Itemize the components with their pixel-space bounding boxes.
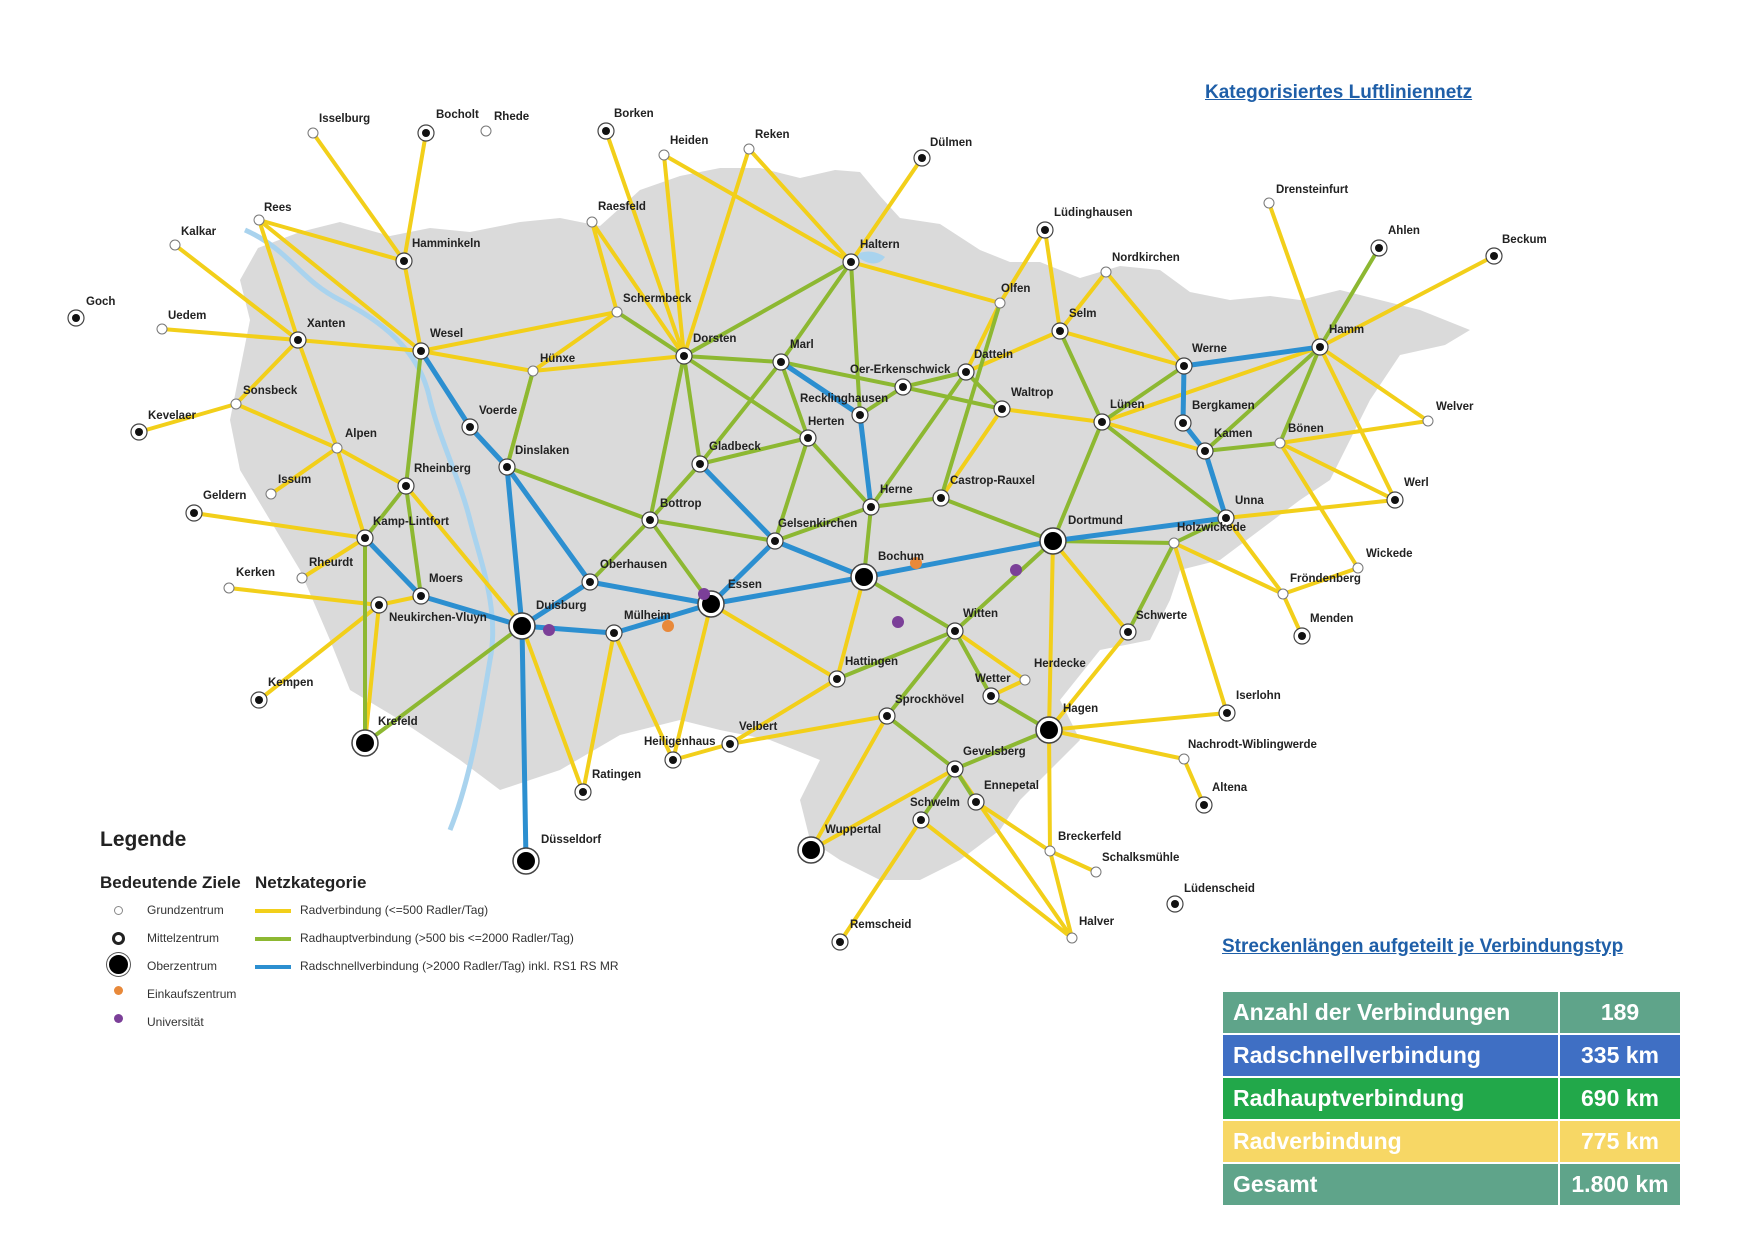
university-marker bbox=[543, 624, 555, 636]
city-marker-mittel bbox=[852, 407, 868, 423]
stats-value: 775 km bbox=[1559, 1120, 1681, 1163]
university-marker bbox=[1010, 564, 1022, 576]
stats-label: Radverbindung bbox=[1222, 1120, 1559, 1163]
city-marker-grund bbox=[1020, 675, 1030, 685]
city-label: Hamminkeln bbox=[412, 238, 481, 250]
city-marker-grund bbox=[587, 217, 597, 227]
city-label: Rees bbox=[264, 202, 292, 214]
city-label: Rheinberg bbox=[414, 463, 471, 475]
city-marker-ober bbox=[352, 730, 378, 756]
legend-rad-line bbox=[255, 909, 291, 913]
city-label: Iserlohn bbox=[1236, 690, 1281, 702]
legend-hpt-line bbox=[255, 937, 291, 941]
city-marker-mittel bbox=[767, 533, 783, 549]
city-label: Werl bbox=[1404, 477, 1429, 489]
city-label: Olfen bbox=[1001, 283, 1031, 295]
legend-netz-heading: Netzkategorie bbox=[255, 873, 367, 892]
city-label: Neukirchen-Vluyn bbox=[389, 612, 487, 624]
city-marker-mittel bbox=[863, 499, 879, 515]
city-label: Dinslaken bbox=[515, 445, 570, 457]
city-marker-mittel bbox=[773, 354, 789, 370]
legend-einkauf-marker bbox=[114, 986, 123, 995]
city-marker-mittel bbox=[843, 254, 859, 270]
city-marker-ober bbox=[509, 613, 535, 639]
city-label: Gevelsberg bbox=[963, 746, 1026, 758]
city-marker-mittel bbox=[371, 597, 387, 613]
city-marker-grund bbox=[224, 583, 234, 593]
city-marker-mittel bbox=[692, 456, 708, 472]
city-marker-mittel bbox=[1371, 240, 1387, 256]
city-label: Sonsbeck bbox=[243, 385, 298, 397]
city-marker-mittel bbox=[1197, 443, 1213, 459]
city-label: Kerken bbox=[236, 567, 275, 579]
city-marker-mittel bbox=[914, 150, 930, 166]
city-marker-grund bbox=[1169, 538, 1179, 548]
city-label: Ennepetal bbox=[984, 780, 1039, 792]
city-label: Issum bbox=[278, 474, 312, 486]
city-marker-mittel bbox=[722, 736, 738, 752]
city-label: Xanten bbox=[307, 318, 346, 330]
city-label: Unna bbox=[1235, 495, 1264, 507]
city-label: Essen bbox=[728, 579, 762, 591]
city-label: Selm bbox=[1069, 308, 1097, 320]
stats-value: 189 bbox=[1559, 991, 1681, 1034]
city-marker-mittel bbox=[413, 343, 429, 359]
city-marker-mittel bbox=[68, 310, 84, 326]
city-marker-grund bbox=[231, 399, 241, 409]
legend-grund-label: Grundzentrum bbox=[147, 903, 224, 917]
city-marker-mittel bbox=[186, 505, 202, 521]
stats-label: Gesamt bbox=[1222, 1163, 1559, 1206]
stats-table bbox=[1221, 990, 1682, 1207]
city-label: Oberhausen bbox=[600, 559, 668, 571]
city-label: Dorsten bbox=[693, 333, 737, 345]
city-marker-grund bbox=[1101, 267, 1111, 277]
city-label: Kamp-Lintfort bbox=[373, 516, 450, 528]
city-label: Kevelaer bbox=[148, 410, 196, 422]
city-marker-ober bbox=[1040, 528, 1066, 554]
city-marker-ober bbox=[798, 837, 824, 863]
city-marker-mittel bbox=[879, 708, 895, 724]
legend-mittel-label: Mittelzentrum bbox=[147, 931, 220, 945]
city-label: Heiden bbox=[670, 135, 709, 147]
city-label: Wesel bbox=[430, 328, 464, 340]
city-label: Bochum bbox=[878, 551, 924, 563]
city-label: Datteln bbox=[974, 349, 1013, 361]
city-marker-mittel bbox=[606, 625, 622, 641]
connection-rad bbox=[1049, 730, 1050, 851]
city-label: Alpen bbox=[345, 428, 377, 440]
city-marker-grund bbox=[332, 443, 342, 453]
connection-hpt bbox=[1053, 541, 1174, 543]
city-label: Krefeld bbox=[378, 716, 418, 728]
stats-value: 1.800 km bbox=[1559, 1163, 1681, 1206]
city-marker-mittel bbox=[958, 364, 974, 380]
legend-ober-label: Oberzentrum bbox=[147, 959, 218, 973]
legend-sch-line bbox=[255, 965, 291, 969]
city-marker-mittel bbox=[1312, 339, 1328, 355]
city-marker-mittel bbox=[575, 784, 591, 800]
city-label: Gladbeck bbox=[709, 441, 761, 453]
connection-rad bbox=[1050, 851, 1096, 872]
city-label: Wetter bbox=[975, 673, 1011, 685]
city-marker-mittel bbox=[1175, 415, 1191, 431]
city-marker-mittel bbox=[1167, 896, 1183, 912]
stats-row bbox=[1222, 991, 1681, 1034]
city-marker-grund bbox=[297, 573, 307, 583]
city-label: Wickede bbox=[1366, 548, 1413, 560]
city-marker-grund bbox=[1264, 198, 1274, 208]
city-label: Bergkamen bbox=[1192, 400, 1255, 412]
city-label: Ratingen bbox=[592, 769, 642, 781]
city-marker-mittel bbox=[933, 490, 949, 506]
city-label: Bottrop bbox=[660, 498, 702, 510]
legend-uni-label: Universität bbox=[147, 1015, 204, 1029]
city-marker-mittel bbox=[1176, 358, 1192, 374]
city-label: Werne bbox=[1192, 343, 1227, 355]
city-marker-mittel bbox=[418, 125, 434, 141]
stats-value: 690 km bbox=[1559, 1077, 1681, 1120]
city-label: Raesfeld bbox=[598, 201, 646, 213]
city-marker-ober bbox=[851, 564, 877, 590]
city-label: Lüdinghausen bbox=[1054, 207, 1133, 219]
city-label: Schermbeck bbox=[623, 293, 692, 305]
stats-row bbox=[1222, 1034, 1681, 1077]
city-marker-mittel bbox=[665, 752, 681, 768]
city-marker-mittel bbox=[1196, 797, 1212, 813]
city-marker-mittel bbox=[1387, 492, 1403, 508]
university-marker bbox=[698, 588, 710, 600]
city-marker-mittel bbox=[1219, 705, 1235, 721]
city-label: Borken bbox=[614, 108, 654, 120]
legend-rad-label: Radverbindung (<=500 Radler/Tag) bbox=[300, 903, 489, 917]
city-marker-mittel bbox=[829, 671, 845, 687]
city-label: Isselburg bbox=[319, 113, 371, 125]
city-marker-grund bbox=[1353, 563, 1363, 573]
stats-row bbox=[1222, 1077, 1681, 1120]
city-label: Düsseldorf bbox=[541, 834, 602, 846]
city-marker-mittel bbox=[913, 812, 929, 828]
city-label: Moers bbox=[429, 573, 463, 585]
legend-uni-marker bbox=[114, 1014, 123, 1023]
city-label: Rheurdt bbox=[309, 557, 354, 569]
stats-label: Anzahl der Verbindungen bbox=[1222, 991, 1559, 1034]
city-label: Hamm bbox=[1329, 324, 1365, 336]
city-marker-grund bbox=[659, 150, 669, 160]
city-marker-grund bbox=[995, 298, 1005, 308]
city-label: Remscheid bbox=[850, 919, 912, 931]
city-marker-mittel bbox=[1037, 222, 1053, 238]
city-marker-mittel bbox=[1294, 628, 1310, 644]
city-label: Holzwickede bbox=[1177, 522, 1247, 534]
city-marker-mittel bbox=[582, 574, 598, 590]
city-marker-mittel bbox=[1094, 414, 1110, 430]
stats-label: Radhauptverbindung bbox=[1222, 1077, 1559, 1120]
city-marker-mittel bbox=[676, 348, 692, 364]
city-marker-mittel bbox=[1052, 323, 1068, 339]
legend-hpt-label: Radhauptverbindung (>500 bis <=2000 Radler/Tag) bbox=[300, 931, 574, 945]
city-label: Oer-Erkenschwick bbox=[850, 364, 951, 376]
city-marker-mittel bbox=[800, 430, 816, 446]
city-label: Voerde bbox=[479, 405, 518, 417]
city-label: Hattingen bbox=[845, 656, 899, 668]
city-label: Kempen bbox=[268, 677, 314, 689]
city-label: Dülmen bbox=[930, 137, 973, 149]
city-marker-grund bbox=[170, 240, 180, 250]
city-label: Bönen bbox=[1288, 423, 1324, 435]
city-label: Altena bbox=[1212, 782, 1248, 794]
city-marker-mittel bbox=[357, 530, 373, 546]
city-label: Schalksmühle bbox=[1102, 852, 1180, 864]
city-label: Dortmund bbox=[1068, 515, 1123, 527]
city-label: Gelsenkirchen bbox=[778, 518, 858, 530]
city-marker-grund bbox=[1091, 867, 1101, 877]
city-marker-grund bbox=[1278, 589, 1288, 599]
city-marker-mittel bbox=[462, 419, 478, 435]
city-marker-grund bbox=[1423, 416, 1433, 426]
city-marker-mittel bbox=[832, 934, 848, 950]
city-marker-grund bbox=[481, 126, 491, 136]
city-label: Goch bbox=[86, 296, 116, 308]
legend-ziele-heading: Bedeutende Ziele bbox=[100, 873, 241, 892]
legend-grund-marker bbox=[114, 906, 123, 915]
city-label: Herdecke bbox=[1034, 658, 1086, 670]
city-marker-mittel bbox=[642, 512, 658, 528]
city-marker-grund bbox=[744, 144, 754, 154]
city-marker-mittel bbox=[413, 588, 429, 604]
city-marker-mittel bbox=[983, 688, 999, 704]
city-label: Geldern bbox=[203, 490, 247, 502]
city-label: Lüdenscheid bbox=[1184, 883, 1255, 895]
map-title-link[interactable]: Kategorisiertes Luftliniennetz bbox=[1205, 82, 1473, 103]
city-marker-grund bbox=[1067, 933, 1077, 943]
city-marker-grund bbox=[1045, 846, 1055, 856]
city-label: Haltern bbox=[860, 239, 900, 251]
legend-mittel-marker bbox=[112, 932, 125, 945]
city-label: Beckum bbox=[1502, 234, 1547, 246]
city-marker-mittel bbox=[131, 424, 147, 440]
city-marker-mittel bbox=[895, 379, 911, 395]
city-label: Rhede bbox=[494, 111, 530, 123]
city-label: Hünxe bbox=[540, 353, 576, 365]
city-label: Schwerte bbox=[1136, 610, 1188, 622]
legend-einkauf-label: Einkaufszentrum bbox=[147, 987, 237, 1001]
city-marker-mittel bbox=[398, 478, 414, 494]
city-marker-mittel bbox=[1486, 248, 1502, 264]
city-marker-mittel bbox=[598, 123, 614, 139]
city-marker-grund bbox=[157, 324, 167, 334]
city-label: Herne bbox=[880, 484, 913, 496]
city-label: Sprockhövel bbox=[895, 694, 965, 706]
city-marker-mittel bbox=[290, 332, 306, 348]
stats-row bbox=[1222, 1163, 1681, 1206]
city-label: Uedem bbox=[168, 310, 207, 322]
city-marker-mittel bbox=[947, 761, 963, 777]
city-label: Menden bbox=[1310, 613, 1354, 625]
city-marker-mittel bbox=[947, 623, 963, 639]
city-marker-grund bbox=[528, 366, 538, 376]
city-label: Marl bbox=[790, 339, 814, 351]
city-marker-mittel bbox=[499, 459, 515, 475]
city-marker-mittel bbox=[968, 794, 984, 810]
city-label: Recklinghausen bbox=[800, 393, 889, 405]
city-label: Breckerfeld bbox=[1058, 831, 1122, 843]
city-marker-mittel bbox=[994, 401, 1010, 417]
stats-label: Radschnellverbindung bbox=[1222, 1034, 1559, 1077]
city-label: Kalkar bbox=[181, 226, 217, 238]
city-label: Reken bbox=[755, 129, 790, 141]
city-label: Hagen bbox=[1063, 703, 1099, 715]
city-label: Duisburg bbox=[536, 600, 587, 612]
city-marker-mittel bbox=[1120, 624, 1136, 640]
city-marker-grund bbox=[254, 215, 264, 225]
city-marker-grund bbox=[1179, 754, 1189, 764]
legend-ober-marker bbox=[109, 955, 128, 974]
legend-sch-label: Radschnellverbindung (>2000 Radler/Tag) inkl. RS1 RS MR bbox=[300, 959, 619, 973]
city-label: Kamen bbox=[1214, 428, 1253, 440]
city-marker-grund bbox=[1275, 438, 1285, 448]
city-label: Nordkirchen bbox=[1112, 252, 1180, 264]
city-label: Wuppertal bbox=[825, 824, 882, 836]
legend-title: Legende bbox=[100, 828, 187, 851]
city-label: Lünen bbox=[1110, 399, 1145, 411]
university-marker bbox=[892, 616, 904, 628]
city-label: Schwelm bbox=[910, 797, 960, 809]
stats-value: 335 km bbox=[1559, 1034, 1681, 1077]
city-label: Nachrodt-Wiblingwerde bbox=[1188, 739, 1317, 751]
city-label: Bocholt bbox=[436, 109, 479, 121]
city-label: Waltrop bbox=[1011, 387, 1054, 399]
city-marker-grund bbox=[612, 307, 622, 317]
city-marker-mittel bbox=[396, 253, 412, 269]
city-marker-mittel bbox=[251, 692, 267, 708]
city-label: Welver bbox=[1436, 401, 1474, 413]
city-marker-ober bbox=[513, 848, 539, 874]
city-label: Velbert bbox=[739, 721, 778, 733]
city-label: Drensteinfurt bbox=[1276, 184, 1349, 196]
city-marker-grund bbox=[266, 489, 276, 499]
city-label: Fröndenberg bbox=[1290, 573, 1361, 585]
stats-row bbox=[1222, 1120, 1681, 1163]
stats-title-link[interactable]: Streckenlängen aufgeteilt je Verbindungstyp bbox=[1222, 936, 1624, 957]
connection-rad bbox=[1174, 543, 1227, 713]
connection-rad bbox=[1049, 713, 1227, 730]
city-label: Heiligenhaus bbox=[644, 736, 716, 748]
city-label: Witten bbox=[963, 608, 999, 620]
city-label: Halver bbox=[1079, 916, 1115, 928]
city-marker-ober bbox=[1036, 717, 1062, 743]
city-marker-grund bbox=[308, 128, 318, 138]
city-label: Ahlen bbox=[1388, 225, 1420, 237]
city-label: Mülheim bbox=[624, 610, 671, 622]
city-label: Herten bbox=[808, 416, 845, 428]
city-label: Castrop-Rauxel bbox=[950, 475, 1035, 487]
